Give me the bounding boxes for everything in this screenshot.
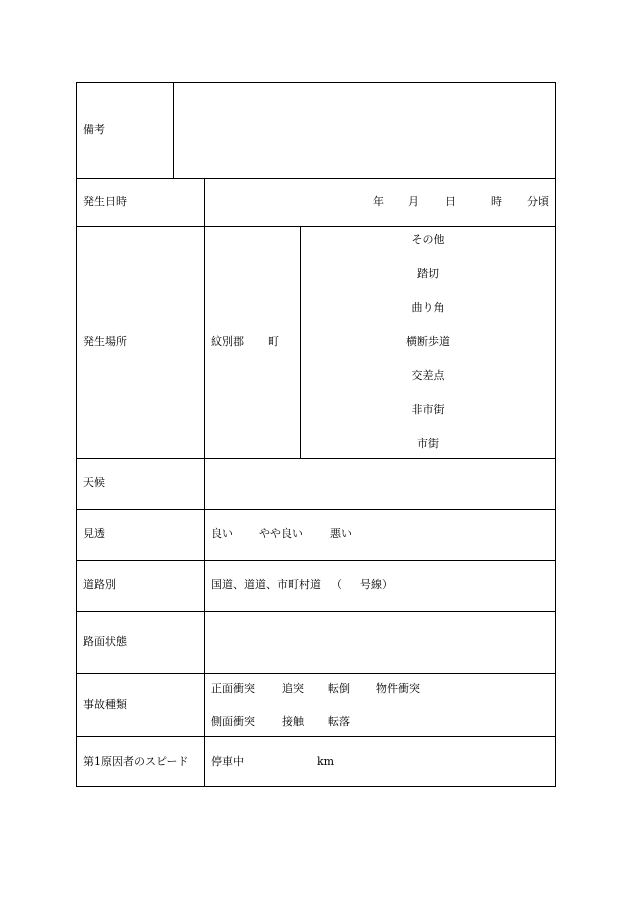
visibility-option[interactable]: 悪い xyxy=(330,527,352,540)
place-type-option[interactable]: 踏切 xyxy=(417,267,439,280)
row-divider xyxy=(77,736,555,737)
speed-label: 第1原因者のスピード xyxy=(83,755,189,768)
place-type-option[interactable]: 非市街 xyxy=(411,403,445,416)
minute-approx-label: 分頃 xyxy=(527,195,549,208)
row-divider xyxy=(77,509,555,510)
place-type-option[interactable]: 市街 xyxy=(417,437,439,450)
row-divider xyxy=(77,673,555,674)
accident-type-option[interactable]: 転倒 xyxy=(328,682,350,695)
accident-type-option[interactable]: 正面衝突 xyxy=(211,682,255,695)
accident-report-form xyxy=(76,82,556,787)
road-surface-label: 路面状態 xyxy=(83,635,127,648)
accident-type-option[interactable]: 側面衝突 xyxy=(211,715,255,728)
accident-type-option[interactable]: 接触 xyxy=(282,715,304,728)
place-type-option[interactable]: 横断歩道 xyxy=(406,335,450,348)
accident-type-option[interactable]: 物件衝突 xyxy=(376,682,420,695)
accident-type-option[interactable]: 追突 xyxy=(282,682,304,695)
weather-field[interactable] xyxy=(205,459,555,509)
weather-label: 天候 xyxy=(83,476,105,489)
datetime-label: 発生日時 xyxy=(83,195,127,208)
remarks-field[interactable] xyxy=(174,83,555,178)
district-label: 紋別郡 xyxy=(211,335,244,348)
month-label: 月 xyxy=(408,195,419,208)
speed-unit: km xyxy=(317,755,335,768)
route-open-bracket: （ xyxy=(331,578,342,591)
place-type-option[interactable]: その他 xyxy=(411,233,445,246)
visibility-option[interactable]: やや良い xyxy=(259,527,303,540)
road-type-value[interactable]: 国道、道道、市町村道 xyxy=(211,578,321,591)
town-label: 町 xyxy=(268,335,279,348)
hour-label: 時 xyxy=(491,195,502,208)
remarks-label: 備考 xyxy=(83,123,105,136)
road-type-label: 道路別 xyxy=(83,578,116,591)
place-type-option[interactable]: 交差点 xyxy=(411,369,445,382)
accident-type-label: 事故種類 xyxy=(83,698,127,711)
visibility-label: 見透 xyxy=(83,527,105,540)
route-suffix: 号線） xyxy=(360,578,393,591)
road-surface-field[interactable] xyxy=(205,612,555,673)
day-label: 日 xyxy=(445,195,456,208)
place-label: 発生場所 xyxy=(83,335,127,348)
row-divider xyxy=(77,560,555,561)
row-divider xyxy=(77,226,555,227)
accident-type-option[interactable]: 転落 xyxy=(328,715,350,728)
visibility-option[interactable]: 良い xyxy=(211,527,233,540)
stopped-option[interactable]: 停車中 xyxy=(211,755,244,768)
year-label: 年 xyxy=(373,195,384,208)
place-type-option[interactable]: 曲り角 xyxy=(411,301,445,314)
